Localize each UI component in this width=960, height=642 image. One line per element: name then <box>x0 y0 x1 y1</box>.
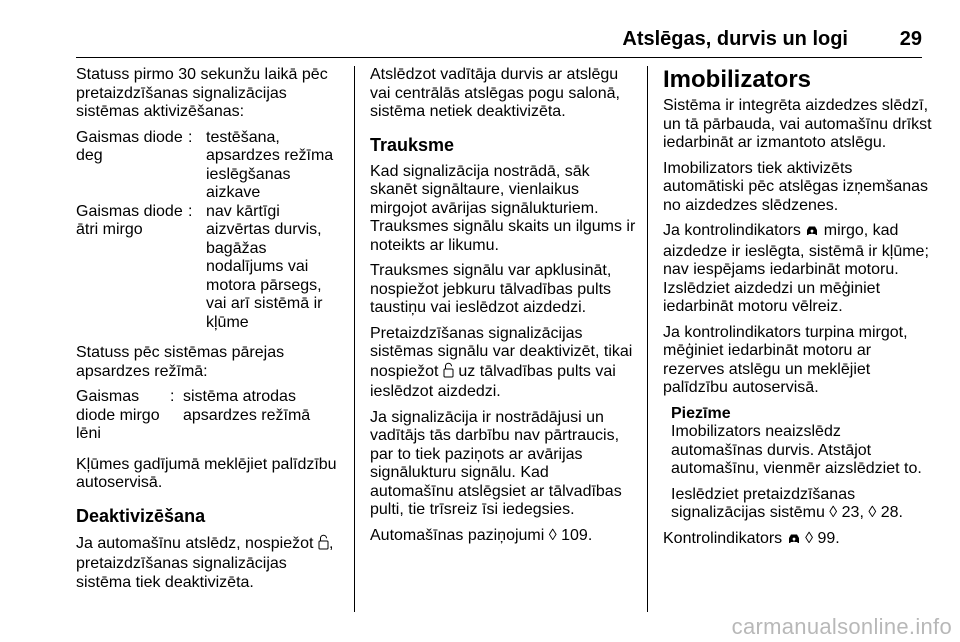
section-heading-deactivation: Deaktivizēšana <box>76 505 206 526</box>
column-divider-2 <box>647 66 648 612</box>
column-divider-1 <box>354 66 355 612</box>
note-body: Imobilizators neaizslēdz automašīnas durvis. Atstājot automašīnu, vienmēr aizslēdziet to. <box>671 423 922 477</box>
status-row: Gaismas diode deg : testēšana, apsardzes režīma ieslēgšanas aizkave <box>76 128 334 201</box>
status-row: Gaismas diode mirgo lēni : sistēma atrodas apsardzes režīmā <box>76 388 311 442</box>
alarm-silence-text: Trauksmes signālu var apklusināt, nospiežot jebkuru tālvadības pults taustiņu vai ieslēdzot aizdedzi. <box>370 262 612 316</box>
page-ref-arrow-icon: ◊ <box>868 504 877 521</box>
page-header <box>0 0 960 60</box>
fault-text: Kļūmes gadījumā meklējiet palīdzību autoservisā. <box>76 455 337 491</box>
page-title: Atslēgas, durvis un logi <box>622 28 848 50</box>
alarm-notify-text: Ja signalizācija ir nostrādājusi un vadītājs tās darbību nav pārtraucis, par to tiek paziņots ar avārijas signālukturu signālu. Kad automašīnu atslēgsiet ar tālvadības pulti, tie trīsreiz īsi iedegsies. <box>370 408 622 518</box>
immobilizer-indicator-persist: Ja kontrolindikators turpina mirgot, mēģiniet iedarbināt motoru ar rezerves atslēgu un meklējiet palīdzību autoservisā. <box>663 323 908 396</box>
note-box <box>671 405 925 523</box>
page-ref-arrow-icon: ◊ <box>829 504 838 521</box>
page-ref-arrow-icon: ◊ <box>805 529 813 547</box>
section-heading-immobilizer: Imobilizators <box>663 66 812 93</box>
header-divider <box>76 57 922 58</box>
watermark: carmanualsonline.info <box>731 614 952 639</box>
page-ref-link[interactable]: 28. <box>880 504 903 521</box>
deactivation-text: Ja automašīnu atslēdz, nospiežot , pretaizdzīšanas signalizācijas sistēma tiek deaktivizēta. <box>76 534 334 591</box>
page-ref-link[interactable]: 109. <box>561 526 593 544</box>
section-heading-alarm: Trauksme <box>370 134 455 155</box>
status-intro: Statuss pirmo 30 sekunžu laikā pēc pretaizdzīšanas signalizācijas sistēmas aktivizēšanas: <box>76 66 328 120</box>
column-1 <box>76 66 338 599</box>
immobilizer-indicator-fault: Ja kontrolindikators mirgo, kad aizdedze ir ieslēgta, sistēmā ir kļūme; nav iespējams iedarbināt motoru. Izslēdziet aizdedzi un mēģiniet iedarbināt motoru vēlreiz. <box>663 222 929 315</box>
status-table-1 <box>76 129 333 333</box>
immobilizer-activation: Imobilizators tiek aktivizēts automātiski pēc atslēgas izņemšanas no aizdedzes slēdzenes. <box>663 159 929 214</box>
immobilizer-car-key-icon <box>787 532 801 551</box>
vehicle-messages-ref: Automašīnas paziņojumi ◊ 109. <box>370 526 593 544</box>
page-ref-link[interactable]: 23, <box>841 504 864 521</box>
page-ref-link[interactable]: 99. <box>817 529 840 547</box>
status-row: Gaismas diode ātri mirgo : nav kārtīgi aizvērtas durvis, bagāžas nodalījums vai motora pārsegs, vai arī sistēmā ir kļūme <box>76 202 323 331</box>
column-2 <box>370 66 636 552</box>
unlock-icon <box>318 534 329 556</box>
immobilizer-intro: Sistēma ir integrēta aizdedzes slēdzī, un tā pārbauda, vai automašīnu drīkst iedarbināt ar izmantoto atslēgu. <box>663 97 932 151</box>
alarm-text: Kad signalizācija nostrādā, sāk skanēt signāltaure, vienlaikus mirgojot avārijas signālukturiem. Trauksmes signālu skaits un ilgums ir noteikts ar likumu. <box>370 162 636 254</box>
driver-door-text: Atslēdzot vadītāja durvis ar atslēgu vai centrālās atslēgas pogu salonā, sistēma netiek deaktivizēta. <box>370 66 620 120</box>
status-table-2 <box>76 388 310 444</box>
immobilizer-car-key-icon <box>805 224 819 243</box>
alarm-deactivate-text: Pretaizdzīšanas signalizācijas sistēmas signālu var deaktivizēt, tikai nospiežot uz tālvadības pults vai ieslēdzot aizdedzi. <box>370 324 633 400</box>
note-body-2: Ieslēdziet pretaizdzīšanas signalizācijas sistēmu ◊ 23, ◊ 28. <box>671 485 903 521</box>
unlock-icon <box>443 362 454 384</box>
page-number: 29 <box>899 28 922 50</box>
page-ref-arrow-icon: ◊ <box>548 526 557 544</box>
note-title: Piezīme <box>671 404 731 422</box>
status-intro-2: Statuss pēc sistēmas pārejas apsardzes režīmā: <box>76 344 285 380</box>
column-3 <box>663 66 932 557</box>
indicator-ref: Kontrolindikators ◊ 99. <box>663 530 925 551</box>
